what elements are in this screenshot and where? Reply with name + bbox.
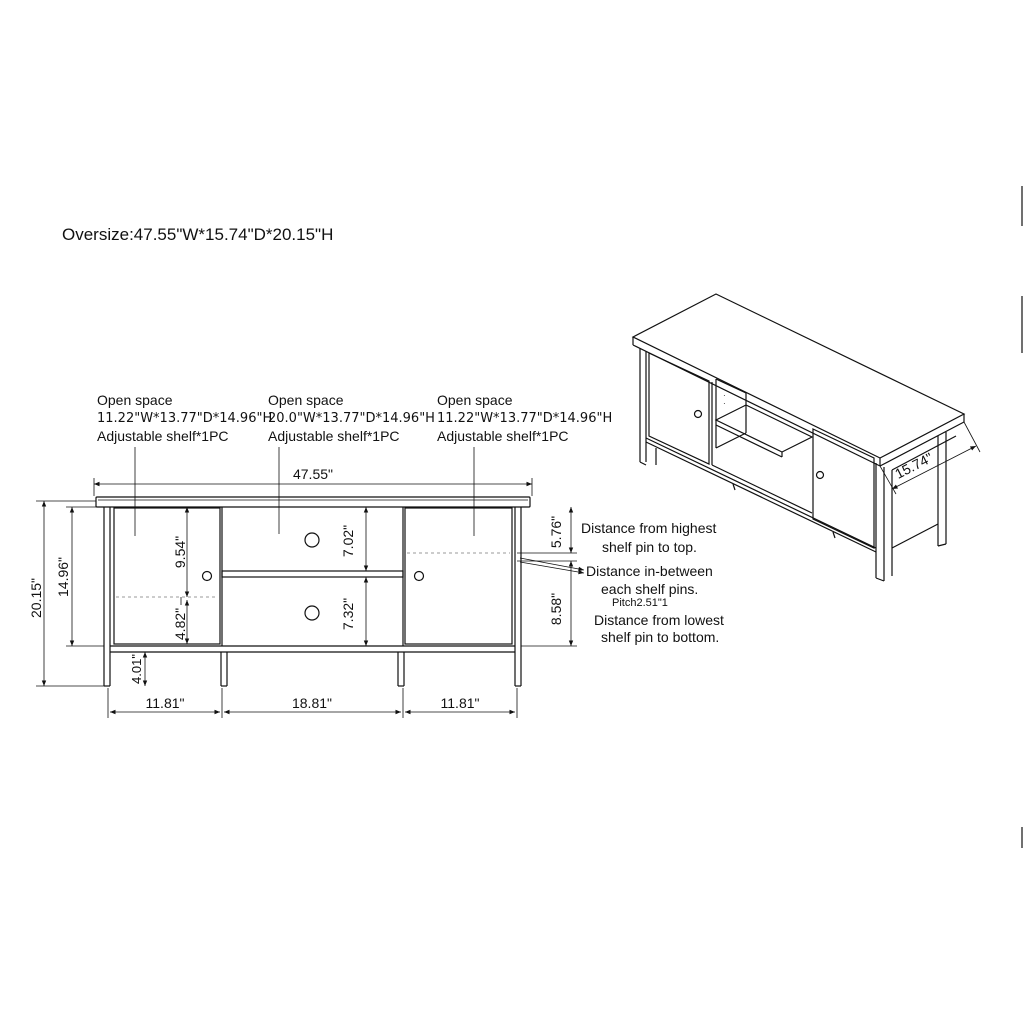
svg-text:Distance from highest: Distance from highest <box>581 520 717 536</box>
svg-text:Open space: Open space <box>268 392 344 408</box>
svg-text:8.58": 8.58" <box>548 592 564 626</box>
svg-text:7.02": 7.02" <box>340 524 356 558</box>
svg-text:5.76": 5.76" <box>548 515 564 549</box>
dim-overall-width <box>94 466 532 496</box>
svg-text:shelf pin to top.: shelf pin to top. <box>602 539 697 555</box>
svg-text:11.22"W*13.77"D*14.96"H: 11.22"W*13.77"D*14.96"H <box>97 411 273 426</box>
svg-text:20.0"W*13.77"D*14.96"H: 20.0"W*13.77"D*14.96"H <box>268 411 435 426</box>
dim-cabinet-height <box>55 507 104 646</box>
svg-text:15.74": 15.74" <box>892 449 936 482</box>
svg-text:Adjustable shelf*1PC: Adjustable shelf*1PC <box>437 428 569 444</box>
svg-text:each shelf pins.: each shelf pins. <box>601 581 699 597</box>
svg-text:Distance from lowest: Distance from lowest <box>594 612 724 628</box>
svg-text:20.15": 20.15" <box>28 577 44 619</box>
svg-text:Pitch2.51"1: Pitch2.51"1 <box>612 597 668 609</box>
svg-text:4.01": 4.01" <box>129 654 144 684</box>
page-title: Oversize:47.55"W*15.74"D*20.15"H <box>62 225 334 244</box>
open-space-right-label <box>437 392 612 444</box>
svg-text:47.55": 47.55" <box>292 466 334 482</box>
svg-text:·: · <box>723 399 726 408</box>
front-view-drawing <box>96 497 530 686</box>
svg-text:9.54": 9.54" <box>172 535 188 569</box>
svg-text:11.81": 11.81" <box>145 695 185 711</box>
svg-text:11.22"W*13.77"D*14.96"H: 11.22"W*13.77"D*14.96"H <box>437 411 613 426</box>
svg-text:Adjustable shelf*1PC: Adjustable shelf*1PC <box>268 428 400 444</box>
svg-text:11.81": 11.81" <box>440 695 480 711</box>
svg-text:Open space: Open space <box>437 392 513 408</box>
svg-text:shelf pin to bottom.: shelf pin to bottom. <box>601 629 720 645</box>
svg-text:4.82": 4.82" <box>172 607 188 641</box>
dim-leg-height <box>129 652 145 686</box>
svg-text:·: · <box>723 391 726 400</box>
dim-left-shelf <box>172 507 188 644</box>
open-space-left-label <box>97 392 272 444</box>
svg-text:Distance in-between: Distance in-between <box>586 563 713 579</box>
svg-text:Adjustable shelf*1PC: Adjustable shelf*1PC <box>97 428 229 444</box>
svg-text:18.81": 18.81" <box>291 695 333 711</box>
svg-text:7.32": 7.32" <box>340 597 356 631</box>
svg-text:14.96": 14.96" <box>55 556 71 598</box>
open-space-middle-label <box>268 392 435 444</box>
perspective-view-drawing <box>633 294 964 581</box>
dim-right-shelf <box>517 507 577 646</box>
svg-text:Open space: Open space <box>97 392 173 408</box>
dim-bottom-widths <box>108 688 517 718</box>
